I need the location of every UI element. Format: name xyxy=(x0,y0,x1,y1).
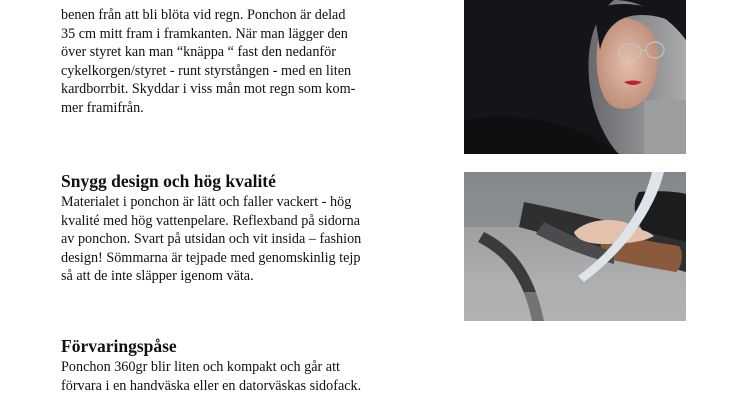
text-line: så att de inte släpper igenom väta. xyxy=(61,268,254,285)
paragraph-design-quality xyxy=(61,193,421,286)
text-line: benen från att bli blöta vid regn. Ponchon är delad xyxy=(61,7,346,23)
heading-storage-bag: Förvaringspåse xyxy=(61,336,177,356)
text-line: design! Sömmarna är tejpade med genomskinlig tejp xyxy=(61,249,361,266)
photo-hand-on-handlebar xyxy=(464,172,686,321)
text-line: 35 cm mitt fram i framkanten. När man lägger den xyxy=(61,25,348,42)
text-line: mer framifrån. xyxy=(61,99,144,116)
text-line: av ponchon. Svart på utsidan och vit insida – fashion xyxy=(61,231,362,248)
text-line: kardborrbit. Skyddar i viss mån mot regn som kom- xyxy=(61,81,356,98)
text-line: förvara i en handväska eller en datorväskas sidofack. xyxy=(61,377,362,394)
paragraph-storage-bag xyxy=(61,358,421,395)
text-line: Ponchon 360gr blir liten och kompakt och går att xyxy=(61,359,340,375)
heading-design-quality: Snygg design och hög kvalité xyxy=(61,171,276,191)
photo-hooded-woman xyxy=(464,0,686,154)
text-line: Materialet i ponchon är lätt och faller vackert - hög xyxy=(61,194,352,210)
text-line: över styret kan man “knäppa “ fast den nedanför xyxy=(61,44,336,61)
text-line: kvalité med hög vattenpelare. Reflexband på sidorna xyxy=(61,212,361,229)
paragraph-rain-protection xyxy=(61,6,421,118)
text-line: cykelkorgen/styret - runt styrstången - med en liten xyxy=(61,62,352,79)
